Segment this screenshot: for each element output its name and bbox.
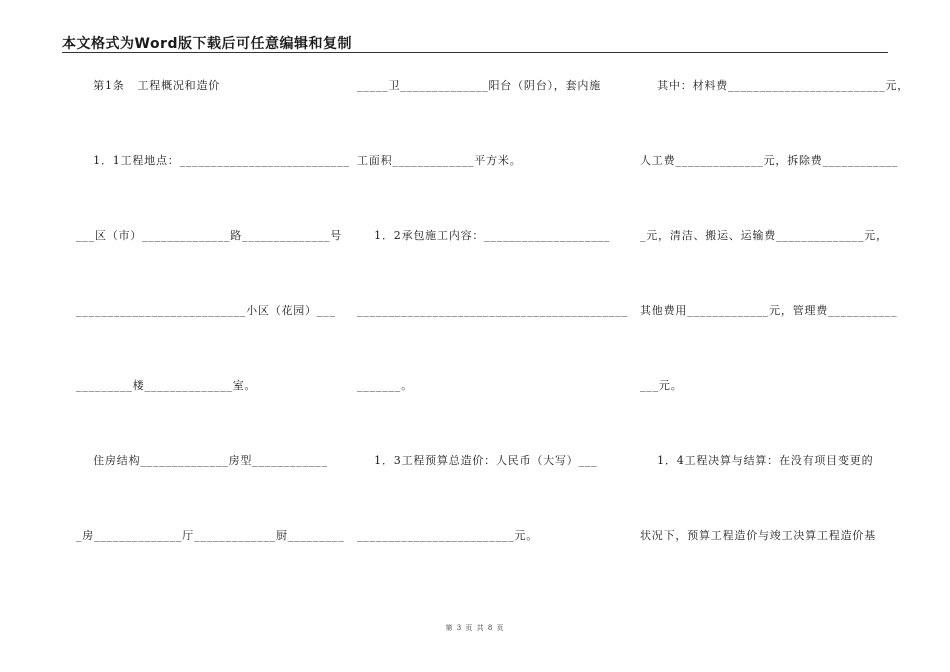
text-line: 第1条 工程概况和造价 [76, 79, 221, 92]
text-line: ___________________________小区（花园）___ [76, 304, 336, 317]
text-line: _______。 [357, 379, 413, 392]
text-line: 1．1工程地点：___________________________ [76, 154, 350, 167]
text-line: _________________________元。 [357, 529, 539, 542]
page-number-footer: 第 3 页 共 8 页 [445, 624, 505, 632]
text-line: 人工费______________元，拆除费____________ [640, 154, 899, 167]
text-line: 1．4工程决算与结算：在没有项目变更的 [640, 454, 874, 467]
text-line: 住房结构______________房型____________ [76, 454, 328, 467]
text-line: 1．2承包施工内容：____________________ [357, 229, 611, 242]
header-divider [62, 52, 888, 53]
text-line: ___元。 [640, 379, 683, 392]
text-line: _房______________厅_____________厨_________ [76, 529, 345, 542]
text-line: _元，清洁、搬运、运输费______________元， [640, 229, 888, 242]
text-line: 状况下，预算工程造价与竣工决算工程造价基 [640, 529, 876, 542]
text-line: ___________________________________________ [357, 304, 628, 317]
document-header-title: 本文格式为Word版下载后可任意编辑和复制 [62, 36, 352, 52]
text-line: _____卫______________阳台（阴台），套内施 [357, 79, 601, 92]
text-line: 1．3工程预算总造价：人民币（大写）___ [357, 454, 598, 467]
text-line: 工面积_____________平方米。 [357, 154, 522, 167]
text-line: ___区（市）______________路______________号 [76, 229, 343, 242]
text-line: 其中：材料费_________________________元， [640, 79, 910, 92]
text-line: _________楼______________室。 [76, 379, 257, 392]
text-line: 其他费用_____________元，管理费___________ [640, 304, 898, 317]
